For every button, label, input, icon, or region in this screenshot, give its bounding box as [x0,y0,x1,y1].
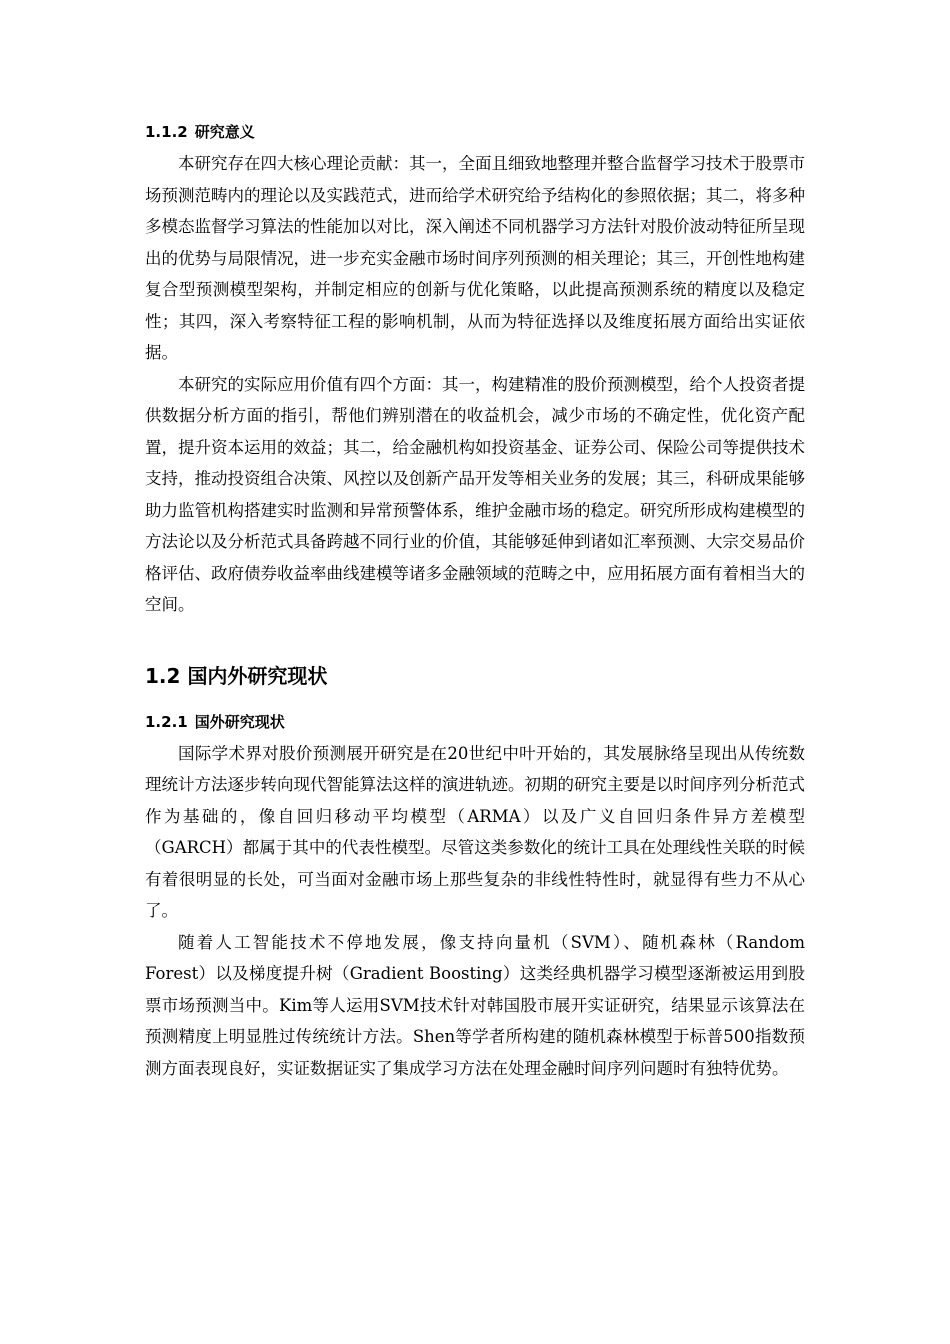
section-title: 研究意义 [194,123,255,141]
section-number: 1.2 [145,663,181,688]
section-heading-1-2-1 [145,710,805,734]
paragraph-machine-learning-models: 随着人工智能技术不停地发展，像支持向量机（SVM）、随机森林（Random Forest）以及梯度提升树（Gradient Boosting）这类经典机器学习模型逐渐被运用到股票市场预测当中。Kim等人运用SVM技术针对韩国股市展开实证研究，结果显示该算法在预测精度上明显胜过传统统计方法。Shen等学者所构建的随机森林模型于标普500指数预测方面表现良好，实证数据证实了集成学习方法在处理金融时间序列问题时有独特优势。 [145,932,805,1078]
paragraph-theoretical-significance: 本研究存在四大核心理论贡献：其一，全面且细致地整理并整合监督学习技术于股票市场预测范畴内的理论以及实践范式，进而给学术研究给予结构化的参照依据；其二，将多种多模态监督学习算法的性能加以对比，深入阐述不同机器学习方法针对股价波动特征所呈现出的优势与局限情况，进一步充实金融市场时间序列预测的相关理论；其三，开创性地构建复合型预测模型架构，并制定相应的创新与优化策略，以此提高预测系统的精度以及稳定性；其四，深入考察特征工程的影响机制，从而为特征选择以及维度拓展方面给出实证依据。 [145,154,805,362]
paragraph-foreign-research-history: 国际学术界对股价预测展开研究是在20世纪中叶开始的，其发展脉络呈现出从传统数理统计方法逐步转向现代智能算法这样的演进轨迹。初期的研究主要是以时间序列分析范式作为基础的，像自回归移动平均模型（ARMA）以及广义自回归条件异方差模型（GARCH）都属于其中的代表性模型。尽管这类参数化的统计工具在处理线性关联的时候有着很明显的长处，可当面对金融市场上那些复杂的非线性特性时，就显得有些力不从心了。 [145,743,805,920]
section-number: 1.1.2 [145,123,188,141]
section-heading-1-1-2 [145,120,805,144]
document-page [145,0,805,1084]
section-heading-1-2 [145,661,805,691]
paragraph-practical-value: 本研究的实际应用价值有四个方面：其一，构建精准的股价预测模型，给个人投资者提供数据分析方面的指引，帮他们辨别潜在的收益机会，减少市场的不确定性，优化资产配置，提升资本运用的效益；其二，给金融机构如投资基金、证券公司、保险公司等提供技术支持，推动投资组合决策、风控以及创新产品开发等相关业务的发展；其三，科研成果能够助力监管机构搭建实时监测和异常预警体系，维护金融市场的稳定。研究所形成构建模型的方法论以及分析范式具备跨越不同行业的价值，其能够延伸到诸如汇率预测、大宗交易品价格评估、政府债券收益率曲线建模等诸多金融领域的范畴之中，应用拓展方面有着相当大的空间。 [145,374,805,614]
section-title: 国内外研究现状 [187,663,328,688]
section-number: 1.2.1 [145,712,188,731]
section-title: 国外研究现状 [194,712,285,731]
